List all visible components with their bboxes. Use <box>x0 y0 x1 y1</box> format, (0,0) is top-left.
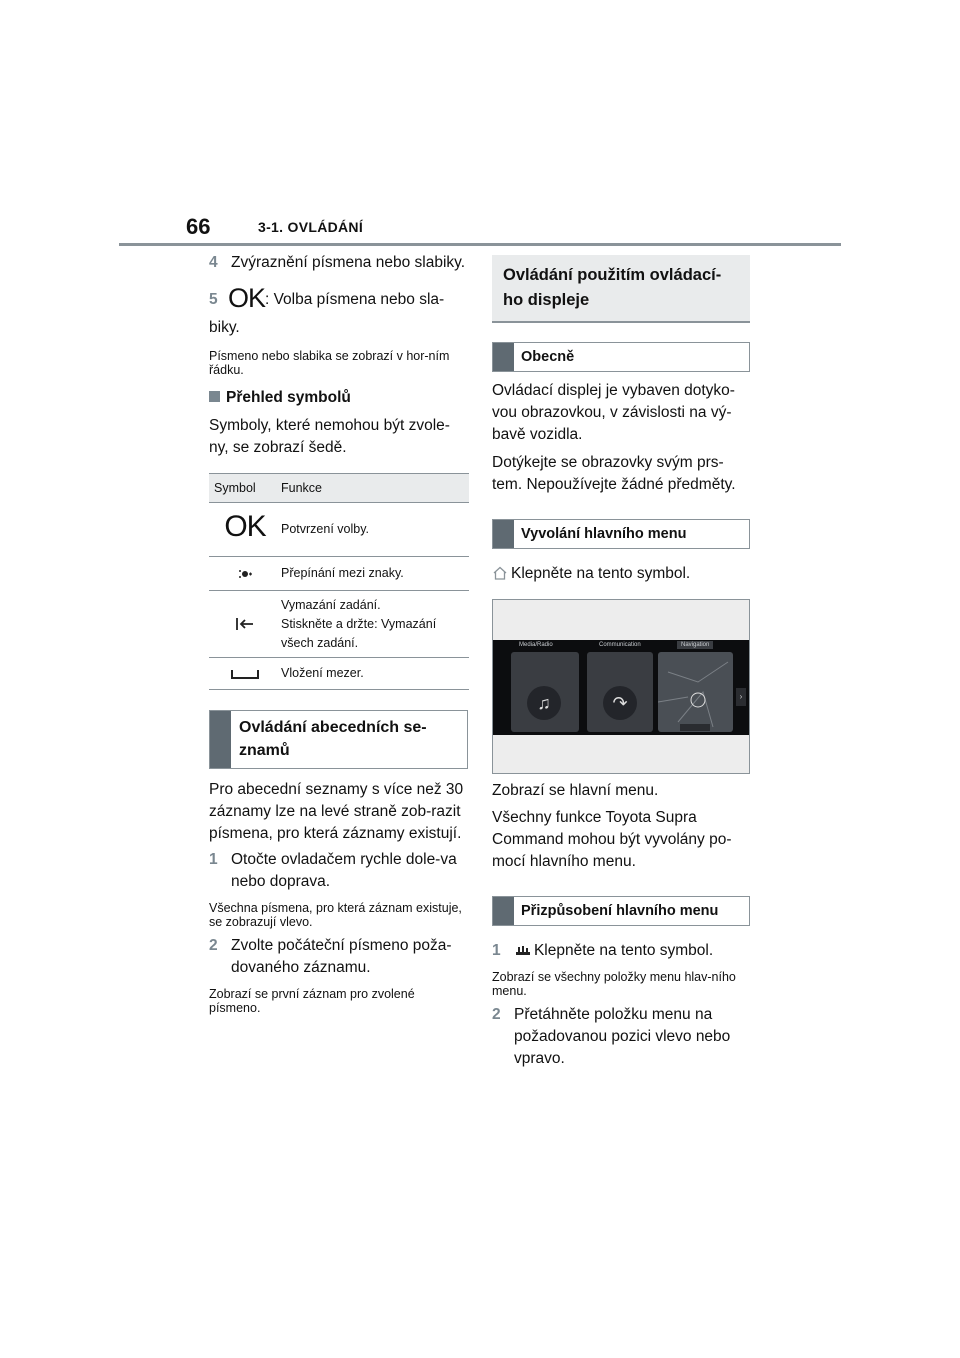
left-column <box>209 252 469 1015</box>
subheading-general <box>492 342 750 372</box>
symbols-table <box>209 473 469 690</box>
ok-icon: OK <box>227 283 265 313</box>
step-text: : Volba písmena nebo sla- <box>264 291 445 308</box>
heading-bar <box>210 711 231 768</box>
step-text: Přetáhněte položku menu na požadovanou pozici vlevo nebo vpravo. <box>514 1006 731 1067</box>
general-paragraph-2: Dotýkejte se obrazovky svým prs-tem. Nepoužívejte žádné předměty. <box>492 454 736 493</box>
note-text: Písmeno nebo slabika se zobrazí v hor-ním řádku. <box>209 349 450 377</box>
custom-step-2 <box>492 1004 750 1070</box>
switch-characters-icon <box>209 557 281 591</box>
tile-communication <box>587 652 653 732</box>
cell-line: Vymazání zadání. <box>281 597 381 612</box>
step-1 <box>209 849 469 893</box>
music-icon: ♫ <box>527 686 561 720</box>
heading-text: Obecně <box>521 349 575 365</box>
table-cell: Vložení mezer. <box>281 658 469 690</box>
menu-step <box>492 563 750 585</box>
ok-icon <box>209 503 281 557</box>
step-number: 1 <box>492 942 501 959</box>
note-text: Zobrazí se první záznam pro zvolené písmeno. <box>209 987 415 1015</box>
header-divider <box>119 243 841 246</box>
note-text: Zobrazí se všechny položky menu hlav-ního menu. <box>492 970 736 998</box>
section-heading-display <box>492 255 750 323</box>
step-number: 4 <box>209 254 218 271</box>
step-text: Zvolte počáteční písmeno poža-dovaného záznamu. <box>231 937 452 976</box>
ok-icon-text: OK <box>224 510 266 543</box>
menu-paragraph-2: Všechny funkce Toyota Supra Command mohou být vyvolány po-mocí hlavního menu. <box>492 809 732 870</box>
heading-bar <box>493 343 514 371</box>
delete-arrow-icon <box>209 591 281 658</box>
heading-text: Ovládání použitím ovládací-ho displeje <box>503 266 722 309</box>
table-cell: Přepínání mezi znaky. <box>281 557 469 591</box>
general-paragraph-1: Ovládací displej je vybaven dotyko-vou obrazovkou, v závislosti na vý-bavě vozidla. <box>492 382 735 443</box>
step-2 <box>209 935 469 979</box>
step-text-continued: biky. <box>209 319 240 336</box>
display-area <box>493 640 749 735</box>
subheading-customize-menu <box>492 896 750 926</box>
section-heading-alphabetic <box>209 710 468 769</box>
heading-bar <box>493 897 514 925</box>
page-number: 66 <box>186 214 211 239</box>
square-bullet-icon <box>209 391 220 402</box>
menu-settings-icon <box>515 945 531 957</box>
step-text: Klepněte na tento symbol. <box>511 565 691 582</box>
tab-navigation: Navigation <box>677 641 713 649</box>
space-icon <box>209 658 281 690</box>
right-column <box>492 255 750 1070</box>
heading-bar <box>493 520 514 548</box>
table-header-row <box>209 474 469 503</box>
cell-line: Stiskněte a držte: Vymazání <box>281 616 437 631</box>
column-header-symbol: Symbol <box>209 474 281 503</box>
phone-icon: ↷ <box>603 686 637 720</box>
home-icon <box>492 566 508 580</box>
table-row <box>209 557 469 591</box>
cell-line: všech zadání. <box>281 635 359 650</box>
subheading-main-menu <box>492 519 750 549</box>
step-text: Klepněte na tento symbol. <box>533 942 714 959</box>
menu-paragraph-1: Zobrazí se hlavní menu. <box>492 782 659 799</box>
custom-step-1 <box>492 940 750 962</box>
alpha-paragraph: Pro abecední seznamy s více než 30 záznamy lze na levé straně zob-razit písmena, pro která záznamy existují. <box>209 781 464 842</box>
step-number: 1 <box>209 851 218 868</box>
chapter-title: 3-1. OVLÁDÁNÍ <box>258 219 364 235</box>
tab-media: Media/Radio <box>519 642 553 648</box>
tile-navigation <box>658 652 733 732</box>
symbols-intro: Symboly, které nemohou být zvole-ny, se zobrazí šedě. <box>209 417 450 456</box>
table-cell: Potvrzení volby. <box>281 503 469 557</box>
heading-text: Přizpůsobení hlavního menu <box>521 903 719 919</box>
heading-text: Přehled symbolů <box>226 389 351 406</box>
step-4 <box>209 252 469 274</box>
step-number: 5 <box>209 291 218 308</box>
step-number: 2 <box>492 1006 501 1023</box>
symbols-heading <box>209 387 469 409</box>
step-text: Zvýraznění písmena nebo slabiky. <box>231 254 466 271</box>
heading-text: Ovládání abecedních se-znamů <box>239 719 427 759</box>
heading-text: Vyvolání hlavního menu <box>521 526 687 542</box>
column-header-function: Funkce <box>281 474 469 503</box>
step-number: 2 <box>209 937 218 954</box>
chevron-right-icon: › <box>736 688 746 706</box>
step-5 <box>209 283 469 340</box>
table-cell <box>281 591 469 658</box>
step-text: Otočte ovladačem rychle dole-va nebo doprava. <box>231 851 457 890</box>
tile-media <box>511 652 579 732</box>
table-row <box>209 503 469 557</box>
tab-communication: Communication <box>599 642 641 648</box>
main-menu-screenshot <box>492 599 750 774</box>
table-row <box>209 591 469 658</box>
table-row <box>209 658 469 690</box>
note-text: Všechna písmena, pro která záznam existuje, se zobrazují vlevo. <box>209 901 462 929</box>
map-icon <box>658 652 733 732</box>
